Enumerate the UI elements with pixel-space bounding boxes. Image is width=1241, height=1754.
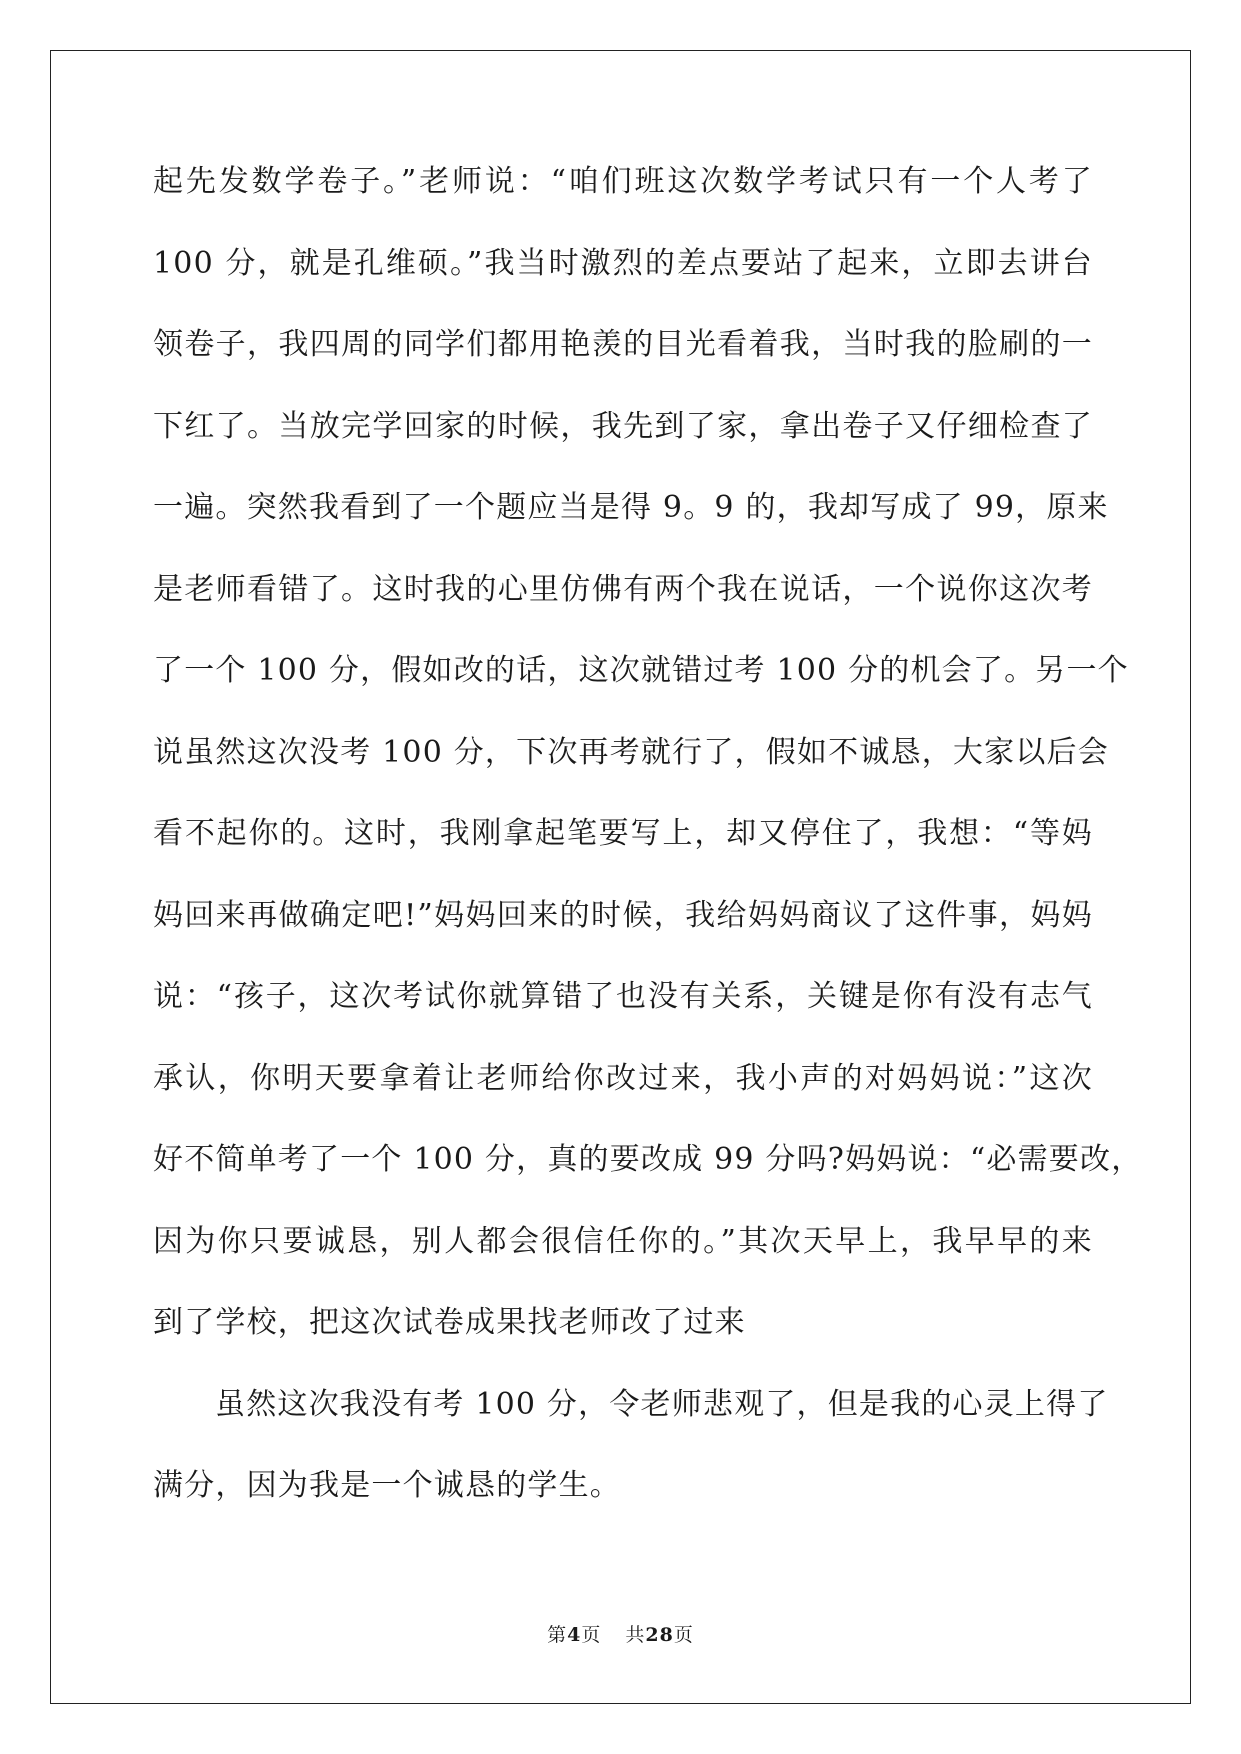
paragraph-line: 满分，因为我是一个诚恳的学生。 — [153, 1468, 621, 1503]
paragraph-line: 妈回来再做确定吧!”妈妈回来的时候，我给妈妈商议了这件事，妈妈 — [153, 897, 1093, 933]
total-pages: 28 — [645, 1624, 674, 1646]
paragraph-line: 一遍。突然我看到了一个题应当是得 9。9 的，我却写成了 99，原来 — [153, 490, 1109, 525]
paragraph-line: 到了学校，把这次试卷成果找老师改了过来 — [153, 1305, 746, 1340]
page-footer — [0, 1620, 1241, 1647]
paragraph-line: 承认，你明天要拿着让老师给你改过来，我小声的对妈妈说：”这次 — [153, 1060, 1093, 1096]
paragraph-line: 说虽然这次没考 100 分，下次再考就行了，假如不诚恳，大家以后会 — [153, 734, 1109, 770]
page-suffix: 页 — [581, 1624, 602, 1646]
page-number: 4 — [567, 1624, 582, 1646]
paragraph-line: 说：“孩子，这次考试你就算错了也没有关系，关键是你有没有志气 — [153, 979, 1093, 1014]
paragraph-line: 起先发数学卷子。”老师说：“咱们班这次数学考试只有一个人考了 — [153, 164, 1093, 199]
paragraph-line: 看不起你的。这时，我刚拿起笔要写上，却又停住了，我想：“等妈 — [153, 816, 1093, 851]
paragraph-line: 是老师看错了。这时我的心里仿佛有两个我在说话，一个说你这次考 — [153, 571, 1093, 607]
paragraph-line: 100 分，就是孔维硕。”我当时激烈的差点要站了起来，立即去讲台 — [153, 245, 1093, 281]
paragraph-line: 虽然这次我没有考 100 分，令老师悲观了，但是我的心灵上得了 — [215, 1386, 1109, 1422]
total-suffix: 页 — [673, 1624, 694, 1646]
total-prefix: 共 — [625, 1624, 646, 1646]
paragraph-line: 因为你只要诚恳，别人都会很信任你的。”其次天早上，我早早的来 — [153, 1223, 1093, 1259]
paragraph-line: 了一个 100 分，假如改的话，这次就错过考 100 分的机会了。另一个 — [153, 653, 1129, 688]
paragraph-line: 下红了。当放完学回家的时候，我先到了家，拿出卷子又仔细检查了 — [153, 408, 1093, 444]
paragraph-line: 领卷子，我四周的同学们都用艳羡的目光看着我，当时我的脸刷的一 — [153, 327, 1093, 362]
paragraph-line: 好不简单考了一个 100 分，真的要改成 99 分吗?妈妈说：“必需要改， — [153, 1142, 1143, 1177]
page-prefix: 第 — [547, 1624, 568, 1646]
body-text — [153, 150, 1143, 1536]
